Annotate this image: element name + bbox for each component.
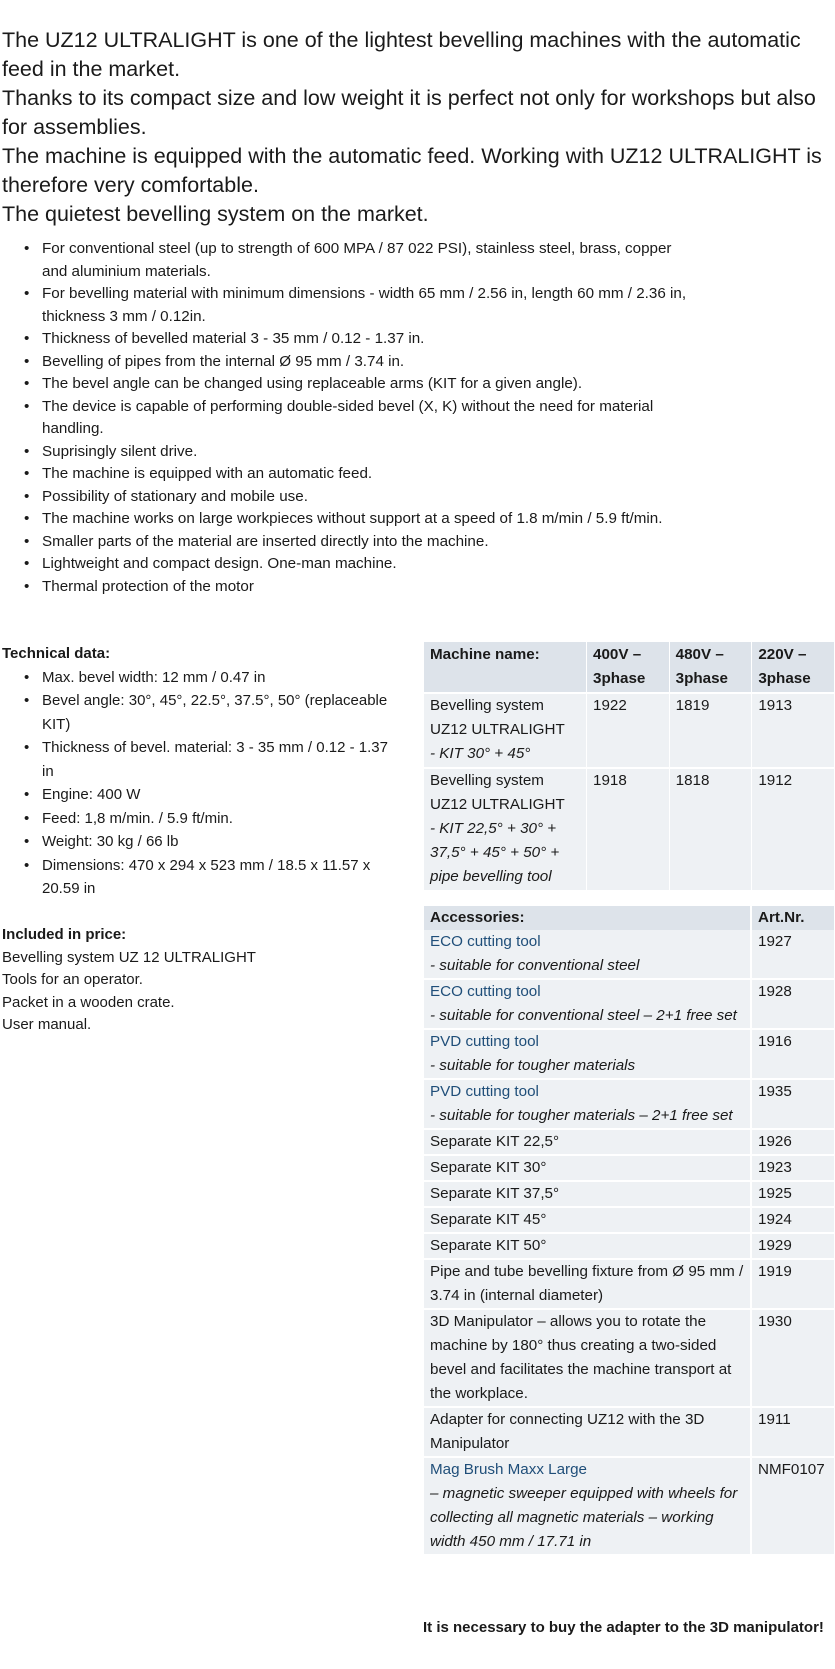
voltage-400-header: 400V – 3phase [586,642,669,692]
technical-item: • Dimensions: 470 x 294 x 523 mm / 18.5 x 11.57 x 20.59 in [2,854,402,901]
accessory-name: Separate KIT 37,5° [430,1185,560,1202]
accessory-row [424,1028,834,1078]
accessory-row [424,1308,834,1406]
accessory-cell [424,1078,750,1128]
voltage-480-header: 480V – 3phase [669,642,752,692]
accessory-art-nr: 1928 [750,978,834,1028]
accessory-name: Separate KIT 50° [430,1237,547,1254]
feature-item: • For bevelling material with minimum dimensions - width 65 mm / 2.56 in, length 60 mm / 2.36 in, thickness 3 mm / 0.12in. [2,283,692,328]
accessory-art-nr: 1926 [750,1128,834,1154]
accessory-name: Adapter for connecting UZ12 with the 3D Manipulator [430,1411,705,1452]
technical-item: • Feed: 1,8 m/min. / 5.9 ft/min. [2,807,402,831]
feature-item: • For conventional steel (up to strength of 600 MPA / 87 022 PSI), stainless steel, brass, copper and aluminium materials. [2,238,692,283]
machine-kit: - KIT 22,5° + 30° + 37,5° + 45° + 50° + pipe bevelling tool [430,820,560,885]
accessory-art-nr: 1930 [750,1308,834,1406]
accessory-art-nr: 1916 [750,1028,834,1078]
accessory-cell [424,1308,750,1406]
accessory-row [424,1206,834,1232]
feature-item: • The device is capable of performing double-sided bevel (X, K) without the need for material handling. [2,396,692,441]
art-400: 1922 [586,692,669,767]
intro-line: Thanks to its compact size and low weight it is perfect not only for workshops but also for assemblies. [2,86,816,139]
included-title: Included in price: [2,926,127,943]
accessories-table [424,906,834,1554]
accessory-art-nr: 1924 [750,1206,834,1232]
accessory-art-nr: 1929 [750,1232,834,1258]
feature-item: • The bevel angle can be changed using replaceable arms (KIT for a given angle). [2,373,692,396]
accessory-link[interactable]: PVD cutting tool [430,1083,539,1100]
accessory-link[interactable]: ECO cutting tool [430,933,541,950]
technical-item: • Thickness of bevel. material: 3 - 35 mm / 0.12 - 1.37 in [2,736,402,783]
machine-row [424,692,834,767]
accessory-description: - suitable for conventional steel [430,957,640,974]
accessory-description: - suitable for tougher materials [430,1057,636,1074]
art-480: 1818 [669,767,752,890]
accessory-cell [424,1206,750,1232]
accessory-row [424,1456,834,1554]
accessory-row [424,1154,834,1180]
accessory-art-nr: 1927 [750,930,834,978]
feature-item: • Bevelling of pipes from the internal Ø 95 mm / 3.74 in. [2,351,692,374]
machine-table [424,642,834,890]
art-220: 1912 [751,767,834,890]
included-item: Bevelling system UZ 12 ULTRALIGHT [2,948,256,966]
accessory-cell [424,930,750,978]
accessory-cell [424,1456,750,1554]
accessory-cell [424,1406,750,1456]
technical-data [2,642,402,901]
accessory-cell [424,978,750,1028]
feature-item: • Smaller parts of the material are inserted directly into the machine. [2,531,692,554]
accessory-row [424,1128,834,1154]
technical-item: • Max. bevel width: 12 mm / 0.47 in [2,666,402,690]
accessory-art-nr: 1935 [750,1078,834,1128]
accessory-row [424,1078,834,1128]
accessory-art-nr: 1925 [750,1180,834,1206]
intro-line: The quietest bevelling system on the market. [2,202,429,226]
accessory-row [424,1180,834,1206]
machine-table-header [424,642,834,692]
feature-item: • Thickness of bevelled material 3 - 35 mm / 0.12 - 1.37 in. [2,328,692,351]
accessory-description: - suitable for conventional steel – 2+1 free set [430,1007,737,1024]
included-item: Tools for an operator. [2,971,143,988]
accessory-description: - suitable for tougher materials – 2+1 free set [430,1107,733,1124]
art-220: 1913 [751,692,834,767]
feature-item: • The machine is equipped with an automatic feed. [2,463,692,486]
technical-item: • Weight: 30 kg / 66 lb [2,830,402,854]
voltage-220-header: 220V – 3phase [751,642,834,692]
accessory-cell [424,1232,750,1258]
included-item: Packet in a wooden crate. [2,993,175,1011]
accessory-name: Pipe and tube bevelling fixture from Ø 95 mm / 3.74 in (internal diameter) [430,1263,744,1304]
accessory-cell [424,1154,750,1180]
adapter-note: It is necessary to buy the adapter to the 3D manipulator! [423,1619,824,1636]
accessory-link[interactable]: Mag Brush Maxx Large [430,1461,588,1478]
accessory-link[interactable]: PVD cutting tool [430,1033,539,1050]
accessories-title: Accessories: [424,906,750,930]
accessory-name: Separate KIT 45° [430,1211,547,1228]
technical-data-title: Technical data: [2,645,111,662]
accessory-cell [424,1180,750,1206]
technical-data-list [2,666,402,901]
accessory-row [424,978,834,1028]
included-item: User manual. [2,1016,92,1033]
technical-item: • Bevel angle: 30°, 45°, 22.5°, 37.5°, 50° (replaceable KIT) [2,689,402,736]
accessory-row [424,1258,834,1308]
accessory-name: Separate KIT 22,5° [430,1133,560,1150]
accessory-link[interactable]: ECO cutting tool [430,983,541,1000]
accessory-name: Separate KIT 30° [430,1159,547,1176]
feature-item: • The machine works on large workpieces without support at a speed of 1.8 m/min / 5.9 ft/min. [2,508,692,531]
accessory-name: 3D Manipulator – allows you to rotate the machine by 180° thus creating a two-sided bevel and facilitates the machine transport at the workplace. [430,1313,732,1402]
machine-cell [424,692,586,767]
machine-name: Bevelling system UZ12 ULTRALIGHT [430,772,565,813]
machine-kit: - KIT 30° + 45° [430,745,531,762]
included-in-price [2,924,402,1037]
machine-name-header: Machine name: [424,642,586,692]
accessory-art-nr: NMF0107 [750,1456,834,1554]
feature-item: • Lightweight and compact design. One-man machine. [2,553,692,576]
art-nr-header: Art.Nr. [750,906,834,930]
intro-line: The machine is equipped with the automatic feed. Working with UZ12 ULTRALIGHT is therefore very comfortable. [2,144,822,197]
machine-row [424,767,834,890]
accessory-description: – magnetic sweeper equipped with wheels for collecting all magnetic materials – working width 450 mm / 17.71 in [430,1485,738,1550]
accessory-cell [424,1028,750,1078]
technical-item: • Engine: 400 W [2,783,402,807]
accessory-art-nr: 1919 [750,1258,834,1308]
accessory-art-nr: 1911 [750,1406,834,1456]
accessory-art-nr: 1923 [750,1154,834,1180]
accessory-row [424,930,834,978]
machine-name: Bevelling system UZ12 ULTRALIGHT [430,697,565,738]
feature-item: • Possibility of stationary and mobile use. [2,486,692,509]
accessory-cell [424,1128,750,1154]
feature-item: • Suprisingly silent drive. [2,441,692,464]
machine-cell [424,767,586,890]
art-480: 1819 [669,692,752,767]
intro-text [2,26,822,229]
intro-line: The UZ12 ULTRALIGHT is one of the lightest bevelling machines with the automatic feed in the market. [2,28,801,81]
accessory-row [424,1232,834,1258]
art-400: 1918 [586,767,669,890]
accessories-header [424,906,834,930]
accessory-cell [424,1258,750,1308]
accessory-row [424,1406,834,1456]
feature-list [2,238,692,598]
feature-item: • Thermal protection of the motor [2,576,692,599]
